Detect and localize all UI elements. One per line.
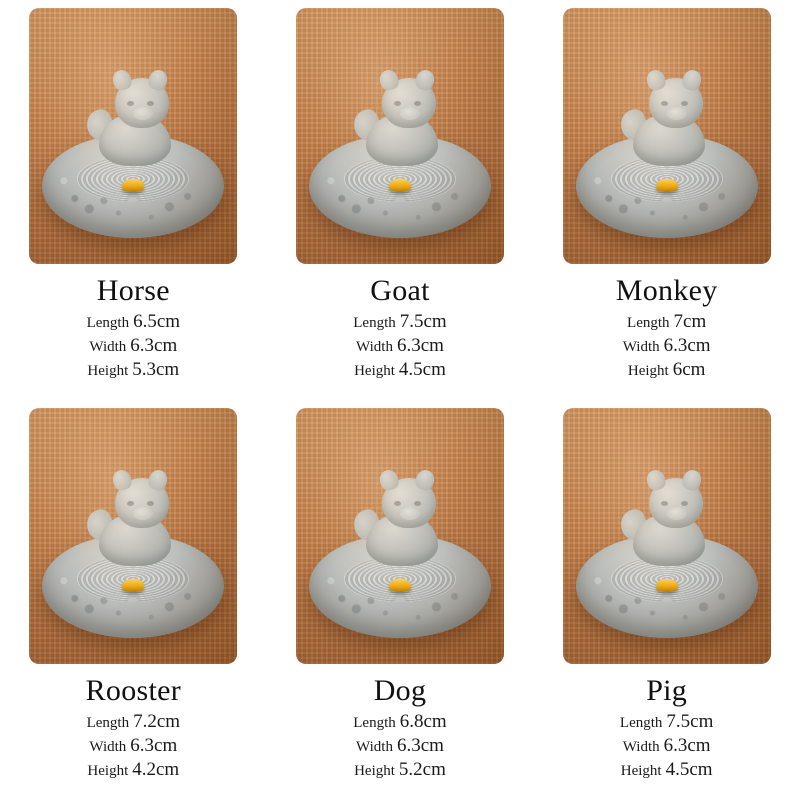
figurine-eye-left — [661, 101, 668, 106]
product-card[interactable] — [0, 400, 267, 800]
gold-ingot — [656, 179, 678, 192]
product-card[interactable] — [267, 0, 534, 400]
product-card[interactable] — [267, 400, 534, 800]
spec-value-height: 4.5cm — [398, 359, 446, 380]
product-specs — [87, 311, 180, 381]
product-name: Pig — [646, 674, 688, 707]
product-photo-dog[interactable] — [296, 408, 504, 664]
product-specs — [623, 311, 711, 381]
product-specs — [87, 711, 180, 781]
animal-figurine-pig — [619, 458, 715, 566]
spec-label-width: Width — [622, 339, 660, 355]
gold-ingot — [389, 579, 411, 592]
spec-width — [87, 735, 180, 757]
product-name: Rooster — [85, 674, 182, 707]
figurine-snout — [667, 107, 687, 120]
figurine-snout — [133, 507, 153, 520]
spec-value-length: 6.8cm — [399, 711, 447, 732]
figurine-eye-left — [127, 501, 134, 506]
product-specs — [353, 711, 446, 781]
product-photo-pig[interactable] — [563, 408, 771, 664]
spec-label-length: Length — [86, 715, 130, 731]
spec-label-height: Height — [87, 363, 129, 379]
gold-ingot — [656, 579, 678, 592]
spec-label-height: Height — [627, 363, 669, 379]
spec-value-width: 6.3cm — [130, 335, 178, 356]
figurine-snout — [133, 107, 153, 120]
figurine-snout — [667, 507, 687, 520]
spec-label-width: Width — [89, 739, 127, 755]
figurine-snout — [400, 507, 420, 520]
figurine-eye-right — [147, 101, 154, 106]
product-name: Dog — [373, 674, 427, 707]
spec-height — [87, 759, 180, 781]
product-card[interactable] — [0, 0, 267, 400]
spec-length — [620, 711, 713, 733]
figurine-eye-right — [681, 501, 688, 506]
spec-width — [87, 335, 180, 357]
spec-value-length: 6.5cm — [133, 311, 181, 332]
spec-height — [353, 359, 446, 381]
gold-ingot — [122, 579, 144, 592]
spec-label-width: Width — [89, 339, 127, 355]
spec-label-height: Height — [354, 763, 395, 779]
spec-width — [623, 335, 711, 357]
figurine-eye-left — [127, 101, 134, 106]
product-name: Monkey — [615, 274, 718, 307]
spec-width — [353, 335, 446, 357]
spec-height — [620, 759, 713, 781]
spec-value-length: 7cm — [673, 311, 707, 332]
gold-ingot — [389, 179, 411, 192]
spec-length — [353, 711, 446, 733]
figurine-eye-right — [147, 501, 154, 506]
spec-width — [620, 735, 713, 757]
spec-value-width: 6.3cm — [663, 735, 711, 756]
spec-value-height: 4.5cm — [665, 759, 713, 780]
figurine-eye-right — [414, 101, 421, 106]
animal-figurine-dog — [352, 458, 448, 566]
spec-value-height: 6cm — [672, 359, 706, 380]
spec-label-length: Length — [627, 315, 670, 331]
figurine-eye-left — [394, 101, 401, 106]
spec-label-height: Height — [620, 763, 662, 779]
spec-height — [353, 759, 446, 781]
animal-figurine-rooster — [85, 458, 181, 566]
spec-width — [353, 735, 446, 757]
spec-label-height: Height — [87, 763, 129, 779]
spec-label-length: Length — [353, 715, 396, 731]
spec-value-height: 4.2cm — [132, 759, 180, 780]
spec-label-height: Height — [354, 363, 395, 379]
spec-value-width: 6.3cm — [663, 335, 711, 356]
spec-label-length: Length — [619, 715, 663, 731]
figurine-snout — [400, 107, 420, 120]
product-specs — [353, 311, 446, 381]
product-card[interactable] — [533, 0, 800, 400]
spec-value-length: 7.5cm — [399, 311, 447, 332]
product-specs — [620, 711, 713, 781]
spec-length — [87, 711, 180, 733]
animal-figurine-monkey — [619, 58, 715, 166]
product-photo-monkey[interactable] — [563, 8, 771, 264]
spec-label-length: Length — [86, 315, 130, 331]
gold-ingot — [122, 179, 144, 192]
spec-length — [87, 311, 180, 333]
figurine-eye-right — [414, 501, 421, 506]
product-name: Horse — [96, 274, 170, 307]
spec-height — [87, 359, 180, 381]
spec-value-height: 5.3cm — [132, 359, 180, 380]
figurine-eye-left — [394, 501, 401, 506]
spec-value-length: 7.2cm — [133, 711, 181, 732]
product-photo-rooster[interactable] — [29, 408, 237, 664]
spec-height — [623, 359, 711, 381]
animal-figurine-goat — [352, 58, 448, 166]
spec-label-width: Width — [622, 739, 660, 755]
animal-figurine-horse — [85, 58, 181, 166]
spec-value-height: 5.2cm — [398, 759, 446, 780]
spec-length — [353, 311, 446, 333]
spec-label-width: Width — [356, 739, 393, 755]
product-photo-goat[interactable] — [296, 8, 504, 264]
product-photo-horse[interactable] — [29, 8, 237, 264]
product-card[interactable] — [533, 400, 800, 800]
spec-label-length: Length — [353, 315, 396, 331]
figurine-eye-right — [681, 101, 688, 106]
spec-value-width: 6.3cm — [130, 735, 178, 756]
spec-length — [623, 311, 711, 333]
spec-label-width: Width — [356, 339, 393, 355]
figurine-eye-left — [661, 501, 668, 506]
product-name: Goat — [370, 274, 430, 307]
spec-value-width: 6.3cm — [396, 735, 444, 756]
spec-value-length: 7.5cm — [666, 711, 714, 732]
spec-value-width: 6.3cm — [396, 335, 444, 356]
